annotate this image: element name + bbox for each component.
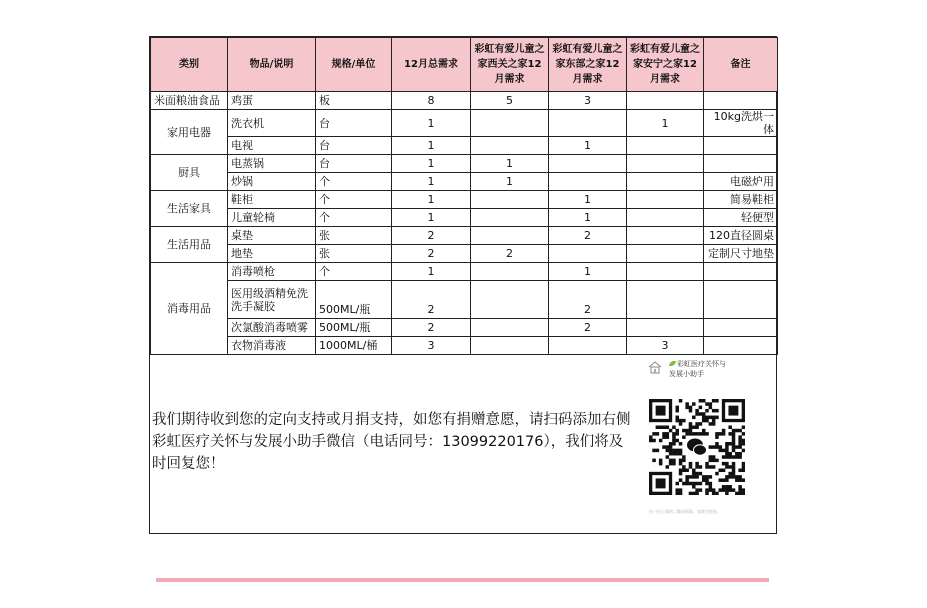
table-row — [151, 227, 778, 245]
xiguan-cell — [471, 319, 549, 337]
remark-cell: 简易鞋柜 — [704, 191, 778, 209]
total-cell: 1 — [392, 209, 471, 227]
table-row — [151, 337, 778, 355]
item-cell: 炒锅 — [228, 173, 316, 191]
xiguan-cell — [471, 227, 549, 245]
unit-cell: 个 — [316, 191, 392, 209]
item-cell: 洗衣机 — [228, 110, 316, 137]
category-cell: 厨具 — [151, 155, 228, 191]
table-row — [151, 137, 778, 155]
item-cell: 鞋柜 — [228, 191, 316, 209]
anning-cell — [627, 209, 704, 227]
header-cell: 彩虹有爱儿童之家东部之家12月需求 — [549, 38, 627, 92]
unit-cell: 个 — [316, 173, 392, 191]
table-row — [151, 263, 778, 281]
header-cell: 12月总需求 — [392, 38, 471, 92]
dongbu-cell: 2 — [549, 227, 627, 245]
dongbu-cell: 2 — [549, 281, 627, 319]
item-cell: 鸡蛋 — [228, 92, 316, 110]
xiguan-cell — [471, 337, 549, 355]
remark-cell: 轻便型 — [704, 209, 778, 227]
qr-title — [669, 359, 726, 379]
remark-cell — [704, 281, 778, 319]
remark-cell — [704, 92, 778, 110]
remark-cell — [704, 263, 778, 281]
remark-cell — [704, 337, 778, 355]
header-cell: 规格/单位 — [316, 38, 392, 92]
dongbu-cell — [549, 110, 627, 137]
anning-cell — [627, 245, 704, 263]
remark-cell — [704, 137, 778, 155]
leaf-icon — [669, 361, 676, 366]
qr-code-icon[interactable] — [649, 399, 745, 495]
category-cell: 消毒用品 — [151, 263, 228, 355]
dongbu-cell — [549, 337, 627, 355]
total-cell: 2 — [392, 245, 471, 263]
xiguan-cell — [471, 110, 549, 137]
item-cell: 地垫 — [228, 245, 316, 263]
qr-title-line1: 彩虹医疗关怀与 — [677, 360, 726, 368]
unit-cell: 1000ML/桶 — [316, 337, 392, 355]
unit-cell: 台 — [316, 155, 392, 173]
unit-cell: 个 — [316, 263, 392, 281]
total-cell: 1 — [392, 155, 471, 173]
anning-cell — [627, 319, 704, 337]
remark-cell: 定制尺寸地垫 — [704, 245, 778, 263]
anning-cell — [627, 191, 704, 209]
unit-cell: 张 — [316, 245, 392, 263]
item-cell: 医用级酒精免洗洗手凝胶 — [228, 281, 316, 319]
dongbu-cell: 1 — [549, 137, 627, 155]
dongbu-cell: 1 — [549, 209, 627, 227]
table-row — [151, 110, 778, 137]
anning-cell — [627, 155, 704, 173]
unit-cell: 台 — [316, 137, 392, 155]
bottom-divider — [156, 578, 769, 582]
table-row — [151, 173, 778, 191]
anning-cell — [627, 281, 704, 319]
qr-title-line2: 发展小助手 — [669, 370, 704, 378]
table-header-row — [151, 38, 778, 92]
total-cell: 1 — [392, 263, 471, 281]
unit-cell: 张 — [316, 227, 392, 245]
donation-message: 我们期待收到您的定向支持或月捐支持，如您有捐赠意愿，请扫码添加右侧彩虹医疗关怀与发展小助手微信（电话同号：13099220176），我们将及时回复您！ — [152, 412, 631, 472]
dongbu-cell: 1 — [549, 191, 627, 209]
category-cell: 米面粮油食品 — [151, 92, 228, 110]
wechat-qr-block — [647, 359, 757, 529]
xiguan-cell — [471, 209, 549, 227]
total-cell: 2 — [392, 319, 471, 337]
unit-cell: 台 — [316, 110, 392, 137]
table-row — [151, 319, 778, 337]
header-cell: 类别 — [151, 38, 228, 92]
table-row — [151, 191, 778, 209]
table-row — [151, 155, 778, 173]
category-cell: 生活用品 — [151, 227, 228, 263]
donation-sheet — [149, 36, 777, 534]
anning-cell — [627, 92, 704, 110]
remark-cell — [704, 319, 778, 337]
anning-cell: 1 — [627, 110, 704, 137]
remark-cell: 电磁炉用 — [704, 173, 778, 191]
total-cell: 8 — [392, 92, 471, 110]
item-cell: 儿童轮椅 — [228, 209, 316, 227]
xiguan-cell: 1 — [471, 155, 549, 173]
unit-cell: 500ML/瓶 — [316, 281, 392, 319]
xiguan-cell — [471, 137, 549, 155]
remark-cell — [704, 155, 778, 173]
total-cell: 2 — [392, 227, 471, 245]
table-row — [151, 209, 778, 227]
total-cell: 1 — [392, 173, 471, 191]
unit-cell: 个 — [316, 209, 392, 227]
anning-cell — [627, 173, 704, 191]
table-row — [151, 245, 778, 263]
xiguan-cell: 1 — [471, 173, 549, 191]
item-cell: 桌垫 — [228, 227, 316, 245]
header-cell: 彩虹有爱儿童之家西关之家12月需求 — [471, 38, 549, 92]
item-cell: 消毒喷枪 — [228, 263, 316, 281]
dongbu-cell: 1 — [549, 263, 627, 281]
dongbu-cell — [549, 245, 627, 263]
category-cell: 家用电器 — [151, 110, 228, 155]
xiguan-cell: 5 — [471, 92, 549, 110]
table-row — [151, 92, 778, 110]
needs-table — [150, 37, 778, 355]
xiguan-cell — [471, 263, 549, 281]
dongbu-cell: 2 — [549, 319, 627, 337]
total-cell: 1 — [392, 110, 471, 137]
item-cell: 次氯酸消毒喷雾 — [228, 319, 316, 337]
total-cell: 3 — [392, 337, 471, 355]
category-cell: 生活家具 — [151, 191, 228, 227]
remark-cell: 120直径圆桌 — [704, 227, 778, 245]
unit-cell: 板 — [316, 92, 392, 110]
qr-caption: 扫一扫上面的二维码图案，加我为朋友。 — [649, 509, 721, 514]
home-logo-icon — [647, 359, 663, 375]
dongbu-cell — [549, 155, 627, 173]
qr-header — [647, 359, 757, 379]
item-cell: 衣物消毒液 — [228, 337, 316, 355]
total-cell: 1 — [392, 191, 471, 209]
anning-cell — [627, 227, 704, 245]
header-cell: 彩虹有爱儿童之家安宁之家12月需求 — [627, 38, 704, 92]
item-cell: 电视 — [228, 137, 316, 155]
header-cell: 物品/说明 — [228, 38, 316, 92]
total-cell: 2 — [392, 281, 471, 319]
unit-cell: 500ML/瓶 — [316, 319, 392, 337]
xiguan-cell — [471, 191, 549, 209]
anning-cell: 3 — [627, 337, 704, 355]
remark-cell: 10kg洗烘一体 — [704, 110, 778, 137]
table-row — [151, 281, 778, 319]
anning-cell — [627, 137, 704, 155]
xiguan-cell: 2 — [471, 245, 549, 263]
table-body — [151, 92, 778, 355]
dongbu-cell: 3 — [549, 92, 627, 110]
total-cell: 1 — [392, 137, 471, 155]
header-cell: 备注 — [704, 38, 778, 92]
dongbu-cell — [549, 173, 627, 191]
anning-cell — [627, 263, 704, 281]
xiguan-cell — [471, 281, 549, 319]
item-cell: 电蒸锅 — [228, 155, 316, 173]
